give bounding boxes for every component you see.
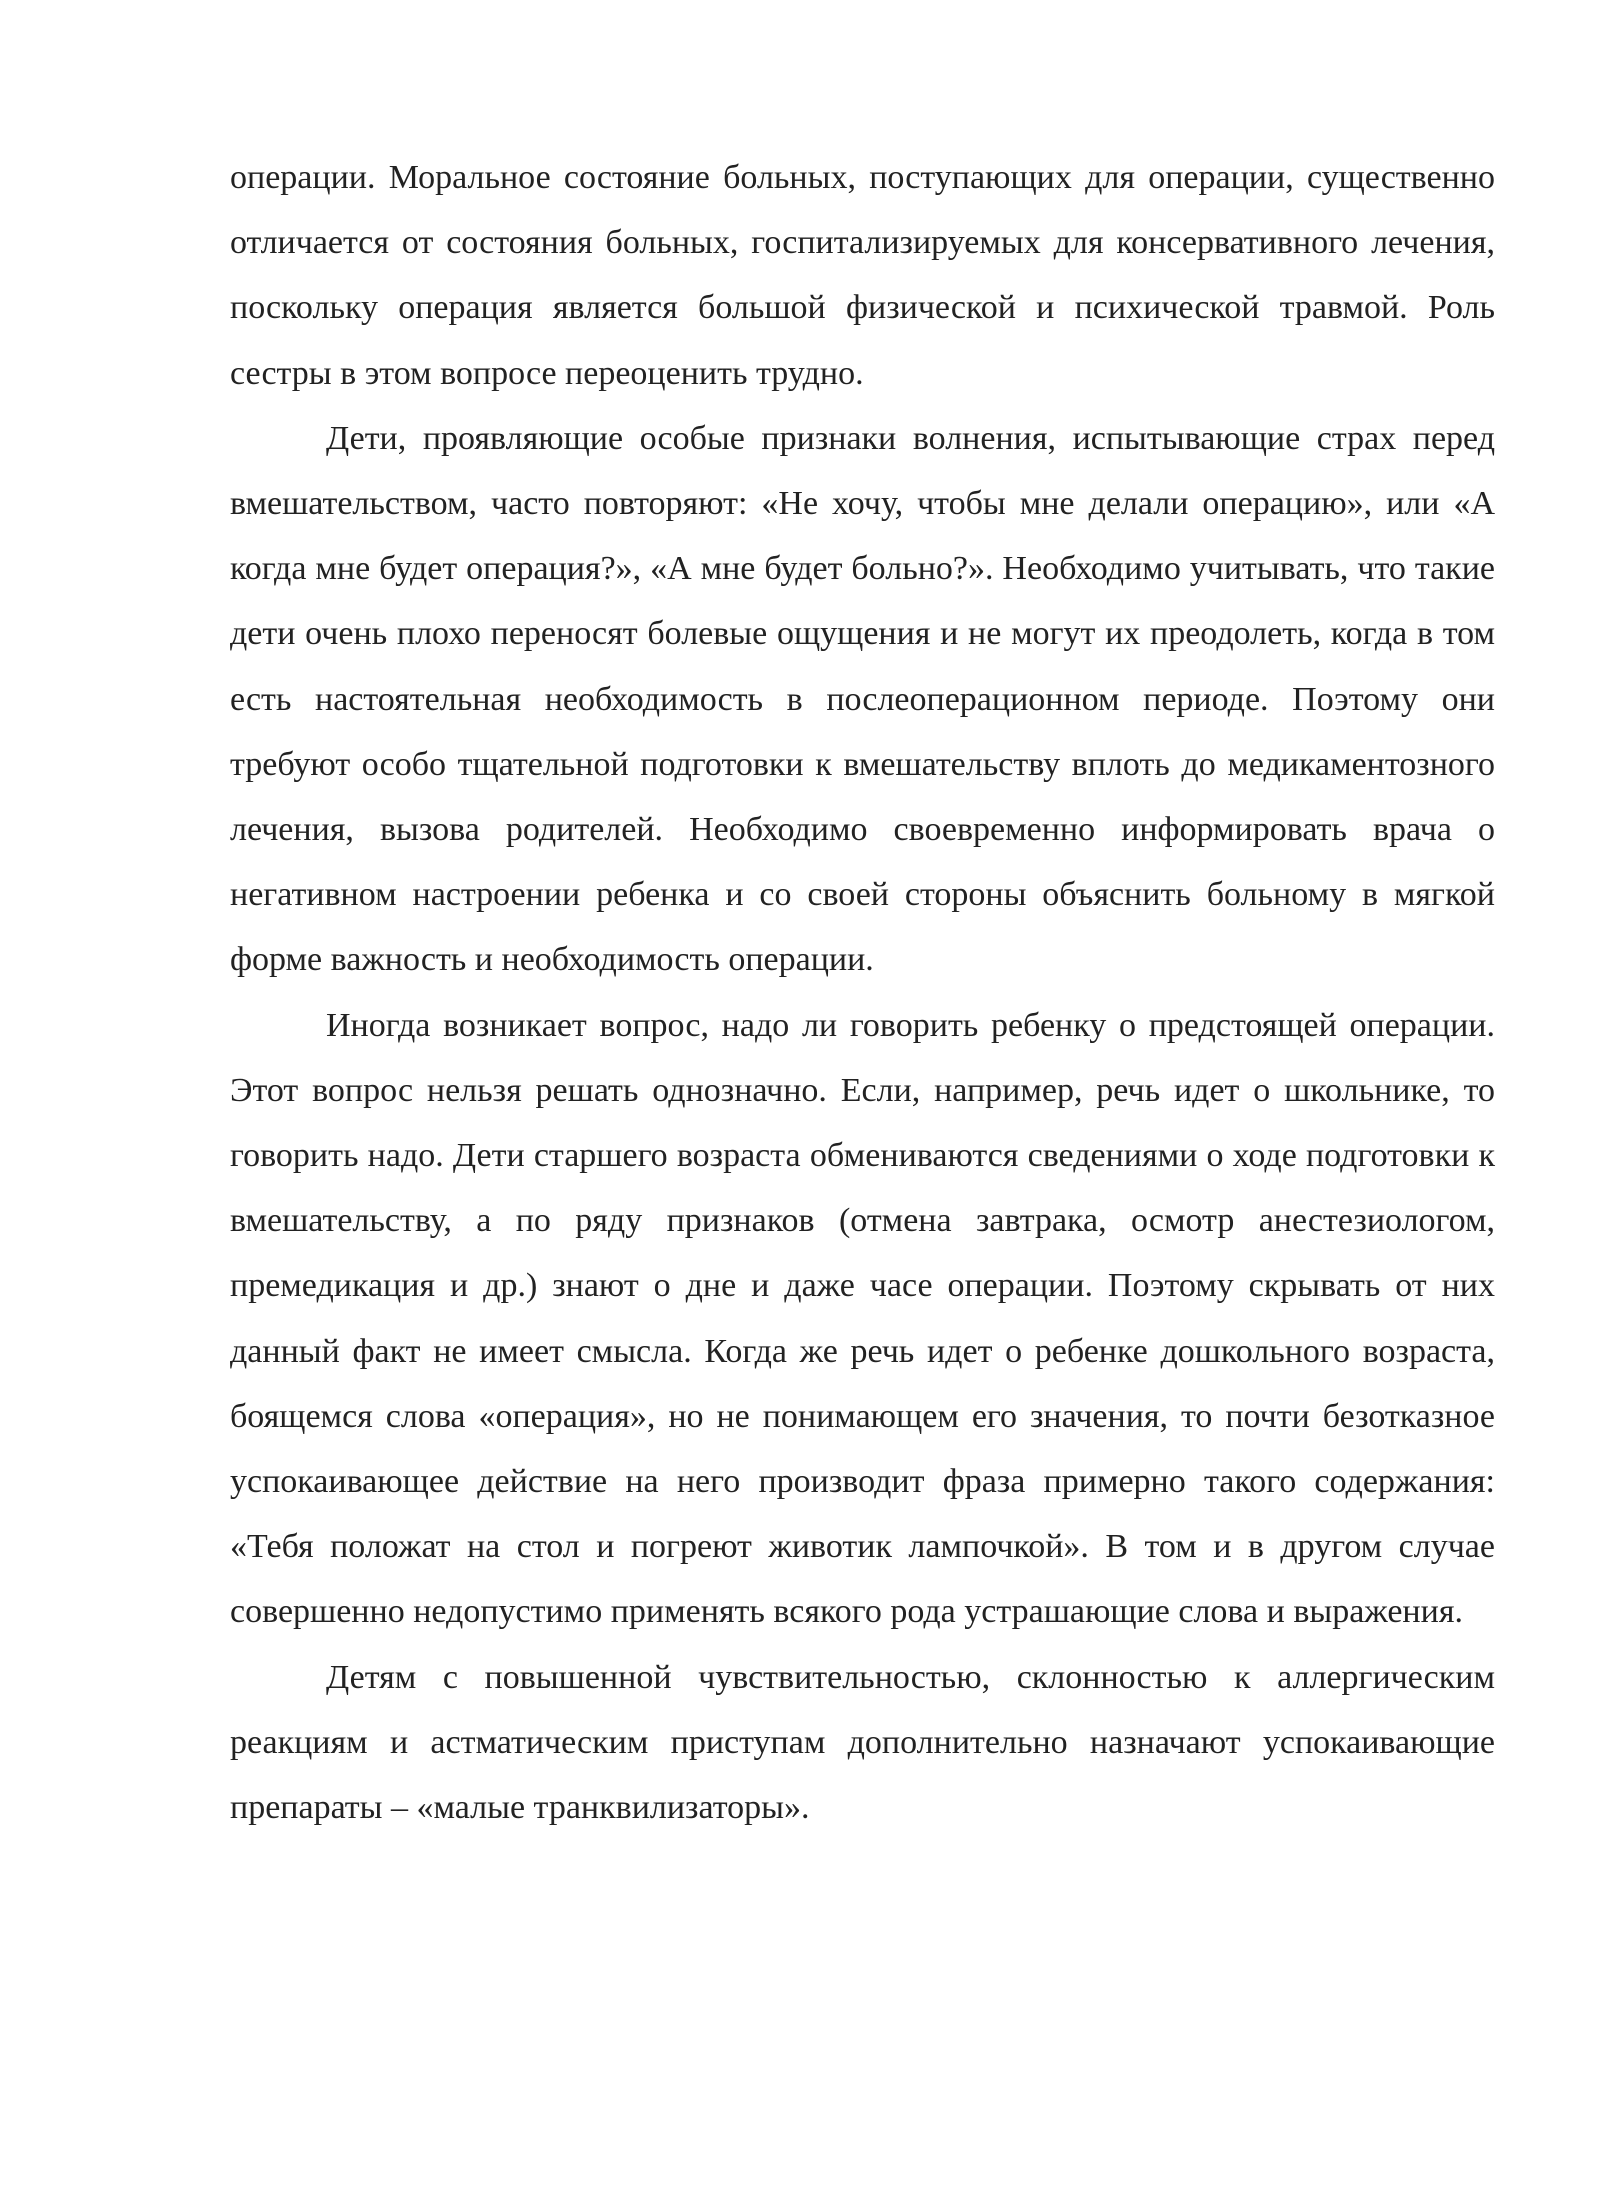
document-body: [230, 145, 1495, 1840]
paragraph-4: Детям с повышенной чувствительностью, склонностью к аллергическим реакциям и астматическим приступам дополнительно назначают успокаивающие препараты – «малые транквилизаторы».: [230, 1658, 1495, 1827]
paragraph-1: операции. Моральное состояние больных, поступающих для операции, существенно отличается от состояния больных, госпитализируемых для консервативного лечения, поскольку операция является большой физической и психической травмой. Роль сестры в этом вопросе переоценить трудно.: [230, 159, 1495, 392]
paragraph-2: Дети, проявляющие особые признаки волнения, испытывающие страх перед вмешательством, часто повторяют: «Не хочу, чтобы мне делали операцию», или «А когда мне будет операция?», «А мне будет больно?». Необходимо учитывать, что такие дети очень плохо переносят болевые ощущения и не могут их преодолеть, когда в том есть настоятельная необходимость в послеоперационном периоде. Поэтому они требуют особо тщательной подготовки к вмешательству вплоть до медикаментозного лечения, вызова родителей. Необходимо своевременно информировать врача о негативном настроении ребенка и со своей стороны объяснить больному в мягкой форме важность и необходимость операции.: [230, 419, 1495, 979]
paragraph-3: Иногда возникает вопрос, надо ли говорить ребенку о предстоящей операции. Этот вопрос нельзя решать однозначно. Если, например, речь идет о школьнике, то говорить надо. Дети старшего возраста обмениваются сведениями о ходе подготовки к вмешательству, а по ряду признаков (отмена завтрака, осмотр анестезиологом, премедикация и др.) знают о дне и даже часе операции. Поэтому скрывать от них данный факт не имеет смысла. Когда же речь идет о ребенке дошкольного возраста, боящемся слова «операция», но не понимающем его значения, то почти безотказное успокаивающее действие на него производит фраза примерно такого содержания: «Тебя положат на стол и погреют животик лампочкой». В том и в другом случае совершенно недопустимо применять всякого рода устрашающие слова и выражения.: [230, 1006, 1495, 1631]
